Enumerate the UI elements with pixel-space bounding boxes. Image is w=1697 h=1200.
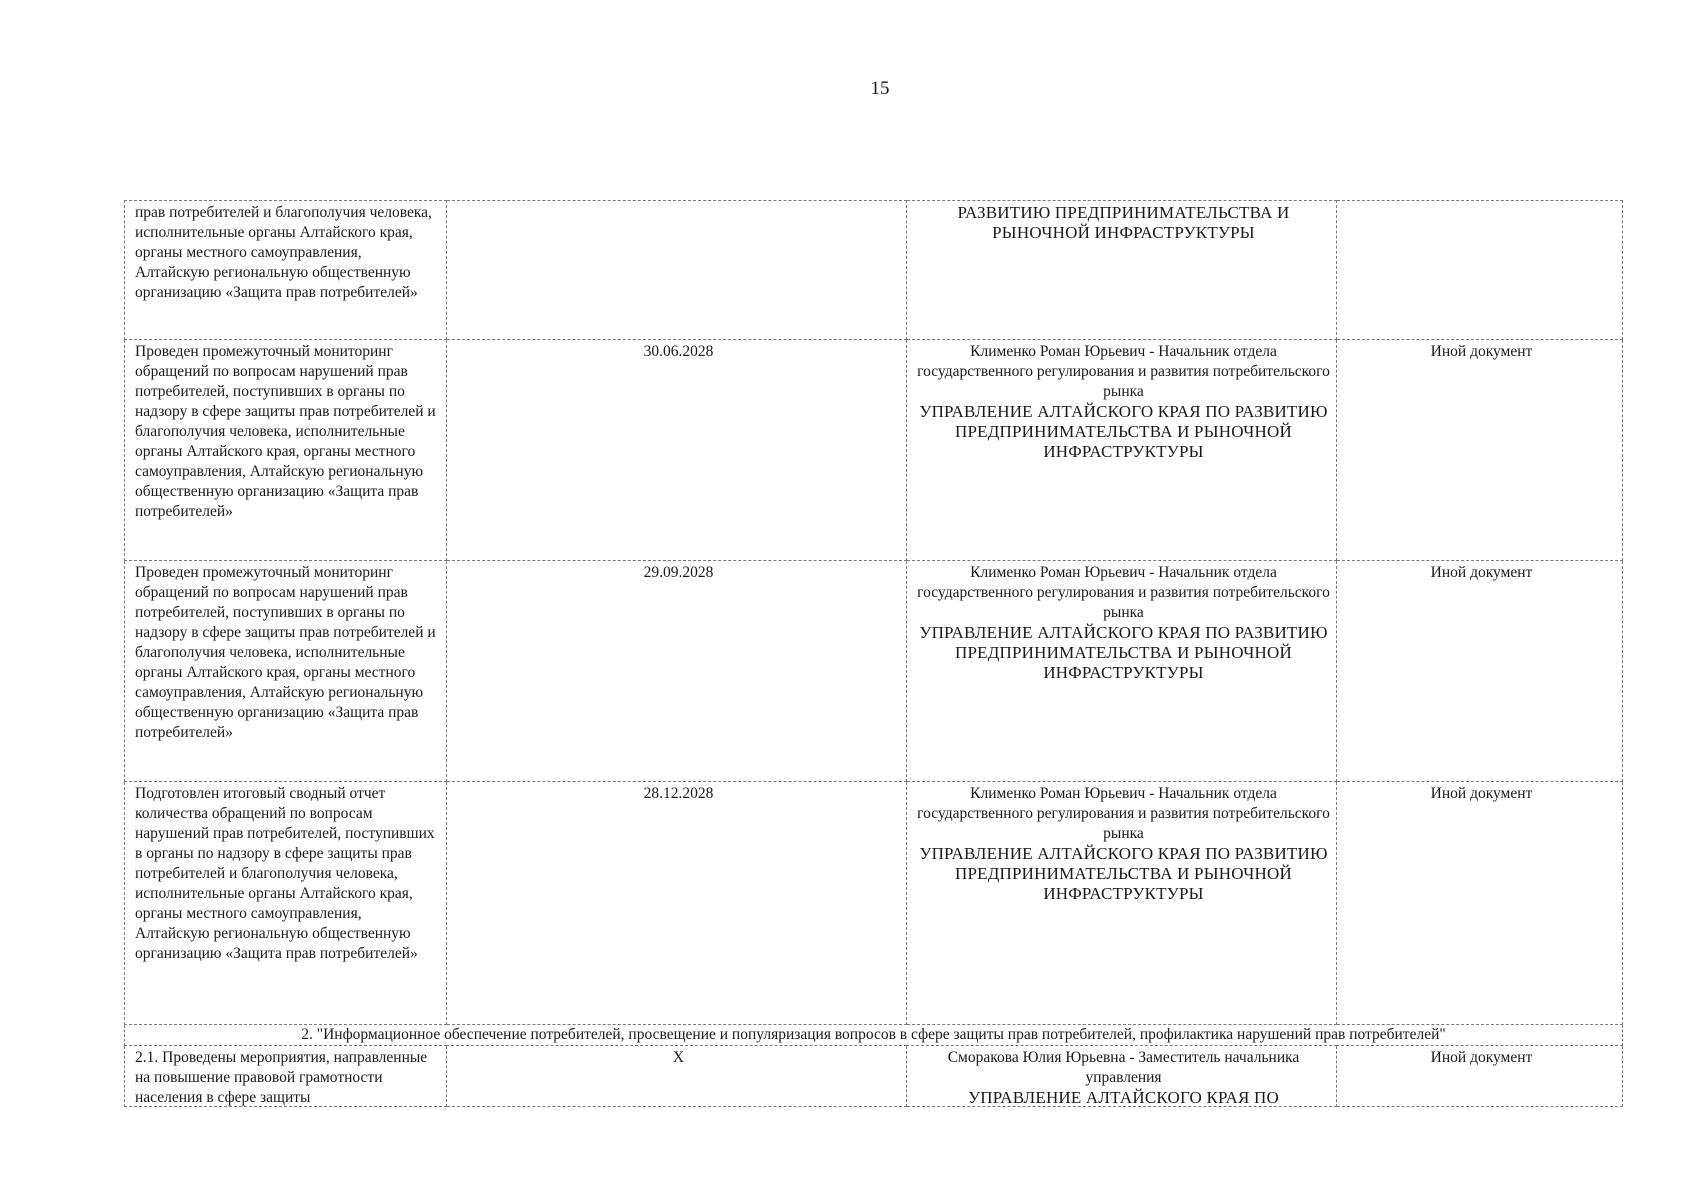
responsible-org: УПРАВЛЕНИЕ АЛТАЙСКОГО КРАЯ ПО РАЗВИТИЮ ПРЕДПРИНИМАТЕЛЬСТВА И РЫНОЧНОЙ ИНФРАСТРУКТУРЫ (919, 402, 1328, 461)
responsible-person: Сморакова Юлия Юрьевна - Заместитель начальника управления (947, 1049, 1300, 1086)
table-row (125, 561, 1623, 782)
due-date: 28.12.2028 (447, 782, 907, 1025)
table-row (125, 782, 1623, 1025)
responsible-clip (917, 1048, 1330, 1106)
document-type: Иной документ (1337, 782, 1623, 1025)
due-date: X (447, 1046, 907, 1107)
responsible-org: РАЗВИТИЮ ПРЕДПРИНИМАТЕЛЬСТВА И РЫНОЧНОЙ ИНФРАСТРУКТУРЫ (957, 203, 1290, 242)
responsible-cell (907, 340, 1337, 561)
responsible-cell (907, 1046, 1337, 1107)
table-row (125, 340, 1623, 561)
responsible-person: Клименко Роман Юрьевич - Начальник отдела государственного регулирования и развития потребительского рынка (917, 785, 1330, 842)
responsible-cell (907, 201, 1337, 340)
responsible-cell (907, 561, 1337, 782)
responsible-org: УПРАВЛЕНИЕ АЛТАЙСКОГО КРАЯ ПО РАЗВИТИЮ ПРЕДПРИНИМАТЕЛЬСТВА И РЫНОЧНОЙ ИНФРАСТРУКТУРЫ (919, 623, 1328, 682)
measure-description: Подготовлен итоговый сводный отчет количества обращений по вопросам нарушений прав потребителей, поступивших в органы по надзору в сфере защиты прав потребителей и благополучия человека, исполнительные органы Алтайского края, органы местного самоуправления, Алтайскую региональную общественную организацию «Защита прав потребителей» (125, 782, 447, 1025)
page-number: 15 (870, 78, 890, 99)
due-date: 29.09.2028 (447, 561, 907, 782)
responsible-person: Клименко Роман Юрьевич - Начальник отдела государственного регулирования и развития потребительского рынка (917, 564, 1330, 621)
document-type: Иной документ (1337, 340, 1623, 561)
responsible-org: УПРАВЛЕНИЕ АЛТАЙСКОГО КРАЯ ПО (968, 1088, 1279, 1106)
document-type: Иной документ (1337, 561, 1623, 782)
measure-description: Проведен промежуточный мониторинг обращений по вопросам нарушений прав потребителей, поступивших в органы по надзору в сфере защиты прав потребителей и благополучия человека, исполнительные органы Алтайского края, органы местного самоуправления, Алтайскую региональную общественную организацию «Защита прав потребителей» (125, 561, 447, 782)
responsible-org: УПРАВЛЕНИЕ АЛТАЙСКОГО КРАЯ ПО РАЗВИТИЮ ПРЕДПРИНИМАТЕЛЬСТВА И РЫНОЧНОЙ ИНФРАСТРУКТУРЫ (919, 844, 1328, 903)
measure-description: Проведен промежуточный мониторинг обращений по вопросам нарушений прав потребителей, поступивших в органы по надзору в сфере защиты прав потребителей и благополучия человека, исполнительные органы Алтайского края, органы местного самоуправления, Алтайскую региональную общественную организацию «Защита прав потребителей» (125, 340, 447, 561)
table-row (125, 201, 1623, 340)
measure-description-text: 2.1. Проведены мероприятия, направленные на повышение правовой грамотности населения в сфере защиты (135, 1049, 428, 1106)
due-date (447, 201, 907, 340)
measure-description (125, 1046, 447, 1107)
due-date: 30.06.2028 (447, 340, 907, 561)
section-title: 2. "Информационное обеспечение потребителей, просвещение и популяризация вопросов в сфере защиты прав потребителей, профилактика нарушений прав потребителей" (125, 1025, 1623, 1046)
document-type (1337, 201, 1623, 340)
responsible-cell (907, 782, 1337, 1025)
measure-description: прав потребителей и благополучия человека, исполнительные органы Алтайского края, органы местного самоуправления, Алтайскую региональную общественную организацию «Защита прав потребителей» (125, 201, 447, 340)
document-type: Иной документ (1337, 1046, 1623, 1107)
section-heading-row (125, 1025, 1623, 1046)
plan-table (124, 200, 1623, 1107)
responsible-person: Клименко Роман Юрьевич - Начальник отдела государственного регулирования и развития потребительского рынка (917, 343, 1330, 400)
table-row (125, 1046, 1623, 1107)
